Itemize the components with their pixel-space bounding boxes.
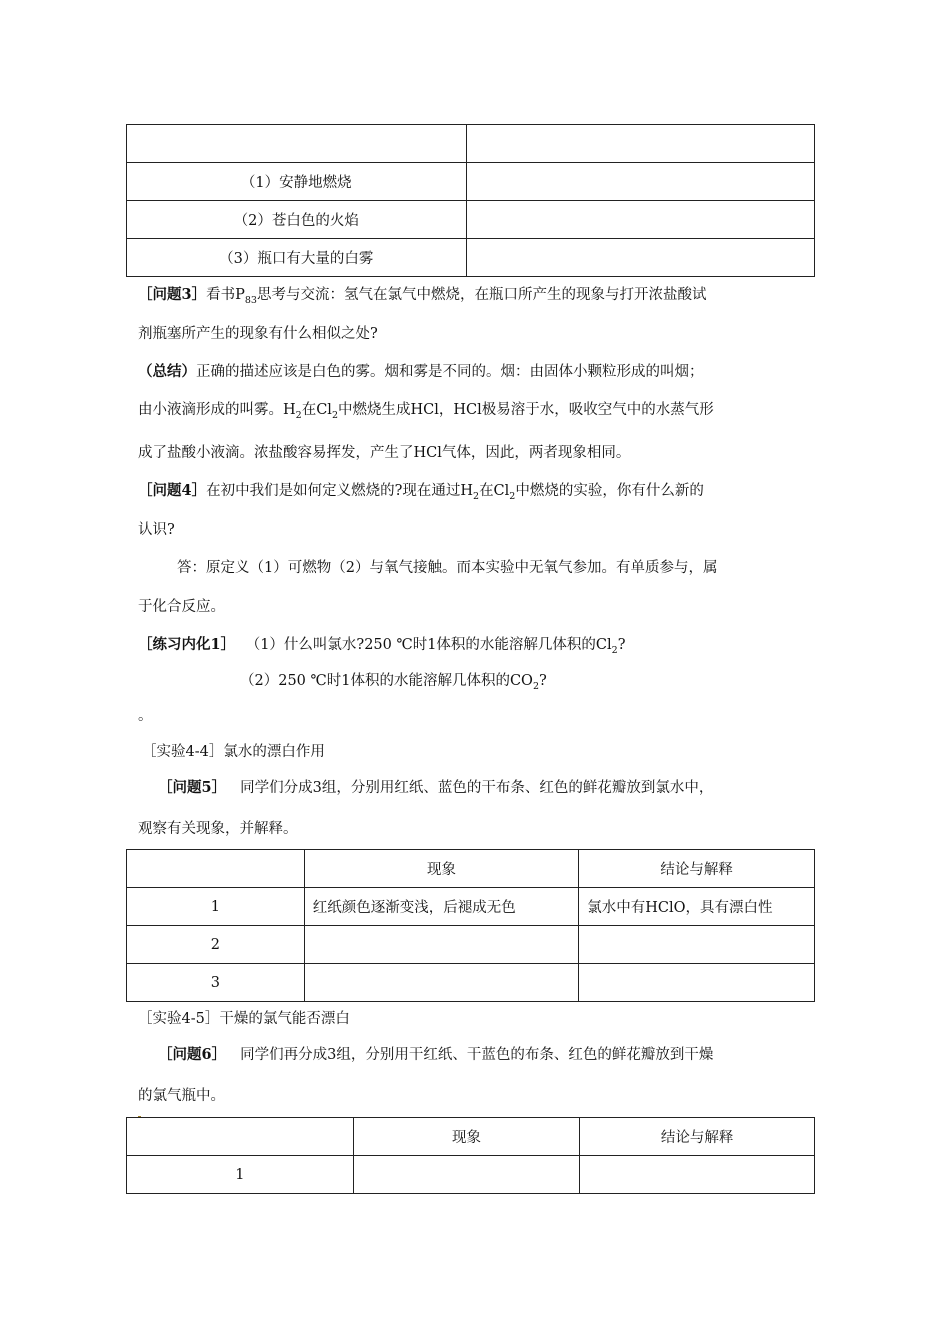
table-cell	[353, 1156, 580, 1194]
question-3-line1: ［问题3］看书$P_{83}$思考与交流：氢气在氯气中燃烧，在瓶口所产生的现象与打开浓盐酸试	[138, 286, 707, 306]
table-cell	[304, 964, 579, 1002]
experiment-4-4-title: ［实验4-4］氯水的漂白作用	[142, 744, 325, 760]
table-cell: （2）苍白色的火焰	[127, 201, 467, 239]
question-4-label: ［问题4］	[138, 482, 207, 499]
summary-line1: （总结）正确的描述应该是白色的雾。烟和雾是不同的。烟：由固体小颗粒形成的叫烟；	[138, 363, 704, 380]
question-6-label: ［问题6］	[158, 1046, 227, 1063]
table-header-cell: 现象	[304, 850, 579, 888]
table-header-row	[127, 1118, 815, 1156]
table-cell	[466, 163, 814, 201]
table-row	[127, 964, 815, 1002]
question-6-line1: ［问题6］ 同学们再分成3组，分别用干红纸、干蓝色的布条、红色的鲜花瓣放到干燥	[158, 1046, 714, 1063]
table-header-cell: 结论与解释	[579, 850, 815, 888]
question-5-line1: ［问题5］ 同学们分成3组，分别用红纸、蓝色的干布条、红色的鲜花瓣放到氯水中，	[158, 779, 714, 796]
table-cell	[466, 239, 814, 277]
table-cell	[466, 201, 814, 239]
table-row	[127, 201, 815, 239]
table-cell: 氯水中有HClO，具有漂白性	[579, 888, 815, 926]
table-cell	[579, 926, 815, 964]
table-cell	[580, 1156, 815, 1194]
table-cell: 红纸颜色逐渐变浅，后褪成无色	[304, 888, 579, 926]
practice-end-mark: 。	[138, 708, 153, 724]
table-header-row	[127, 850, 815, 888]
table-cell: 3	[127, 964, 305, 1002]
table-cell: （1）安静地燃烧	[127, 163, 467, 201]
practice-label: ［练习内化1］	[138, 636, 236, 653]
question-5-label: ［问题5］	[158, 779, 227, 796]
table-cell	[579, 964, 815, 1002]
table-cell	[466, 125, 814, 163]
table-row	[127, 926, 815, 964]
practice-line1: ［练习内化1］ （1）什么叫氯水?250 ℃时1体积的水能溶解几体积的$Cl_2$?	[138, 636, 626, 656]
question-5-line2: 观察有关现象，并解释。	[138, 821, 298, 837]
dry-chlorine-table	[126, 1117, 815, 1194]
table-row	[127, 1156, 815, 1194]
table-row	[127, 163, 815, 201]
table-cell: （3）瓶口有大量的白雾	[127, 239, 467, 277]
summary-line2: 由小液滴形成的叫雾。$H_2$在$Cl_2$中燃烧生成HCl，HCl极易溶于水，吸收空气中的水蒸气形	[138, 402, 714, 421]
question-3-label: ［问题3］	[138, 286, 207, 303]
table-header-cell	[127, 850, 305, 888]
table-header-cell: 结论与解释	[580, 1118, 815, 1156]
table-cell: 1	[127, 888, 305, 926]
phenomena-table	[126, 124, 815, 277]
question-4-line1: ［问题4］在初中我们是如何定义燃烧的?现在通过$H_2$在$Cl_2$中燃烧的实验，你有什么新的	[138, 482, 704, 502]
question-4-line2: 认识?	[138, 522, 175, 538]
table-row	[127, 888, 815, 926]
summary-line3: 成了盐酸小液滴。浓盐酸容易挥发，产生了HCl气体，因此，两者现象相同。	[138, 445, 631, 461]
chlorine-water-table	[126, 849, 815, 1002]
question-6-line2: 的氯气瓶中。	[138, 1088, 225, 1104]
table-header-cell: 现象	[353, 1118, 580, 1156]
table-cell: 2	[127, 926, 305, 964]
experiment-4-5-title: ［实验4-5］干燥的氯气能否漂白	[138, 1011, 350, 1027]
answer-line1: 答：原定义（1）可燃物（2）与氧气接触。而本实验中无氧气参加。有单质参与，属	[177, 560, 718, 576]
answer-line2: 于化合反应。	[138, 599, 225, 615]
table-row	[127, 239, 815, 277]
summary-label: （总结）	[138, 363, 196, 380]
table-header-cell	[127, 1118, 354, 1156]
table-cell: 1	[127, 1156, 354, 1194]
question-3-line2: 剂瓶塞所产生的现象有什么相似之处?	[138, 326, 378, 342]
table-cell	[127, 125, 467, 163]
table-cell	[304, 926, 579, 964]
table-row	[127, 125, 815, 163]
practice-line2: （2）250 ℃时1体积的水能溶解几体积的$CO_2$?	[240, 673, 547, 692]
